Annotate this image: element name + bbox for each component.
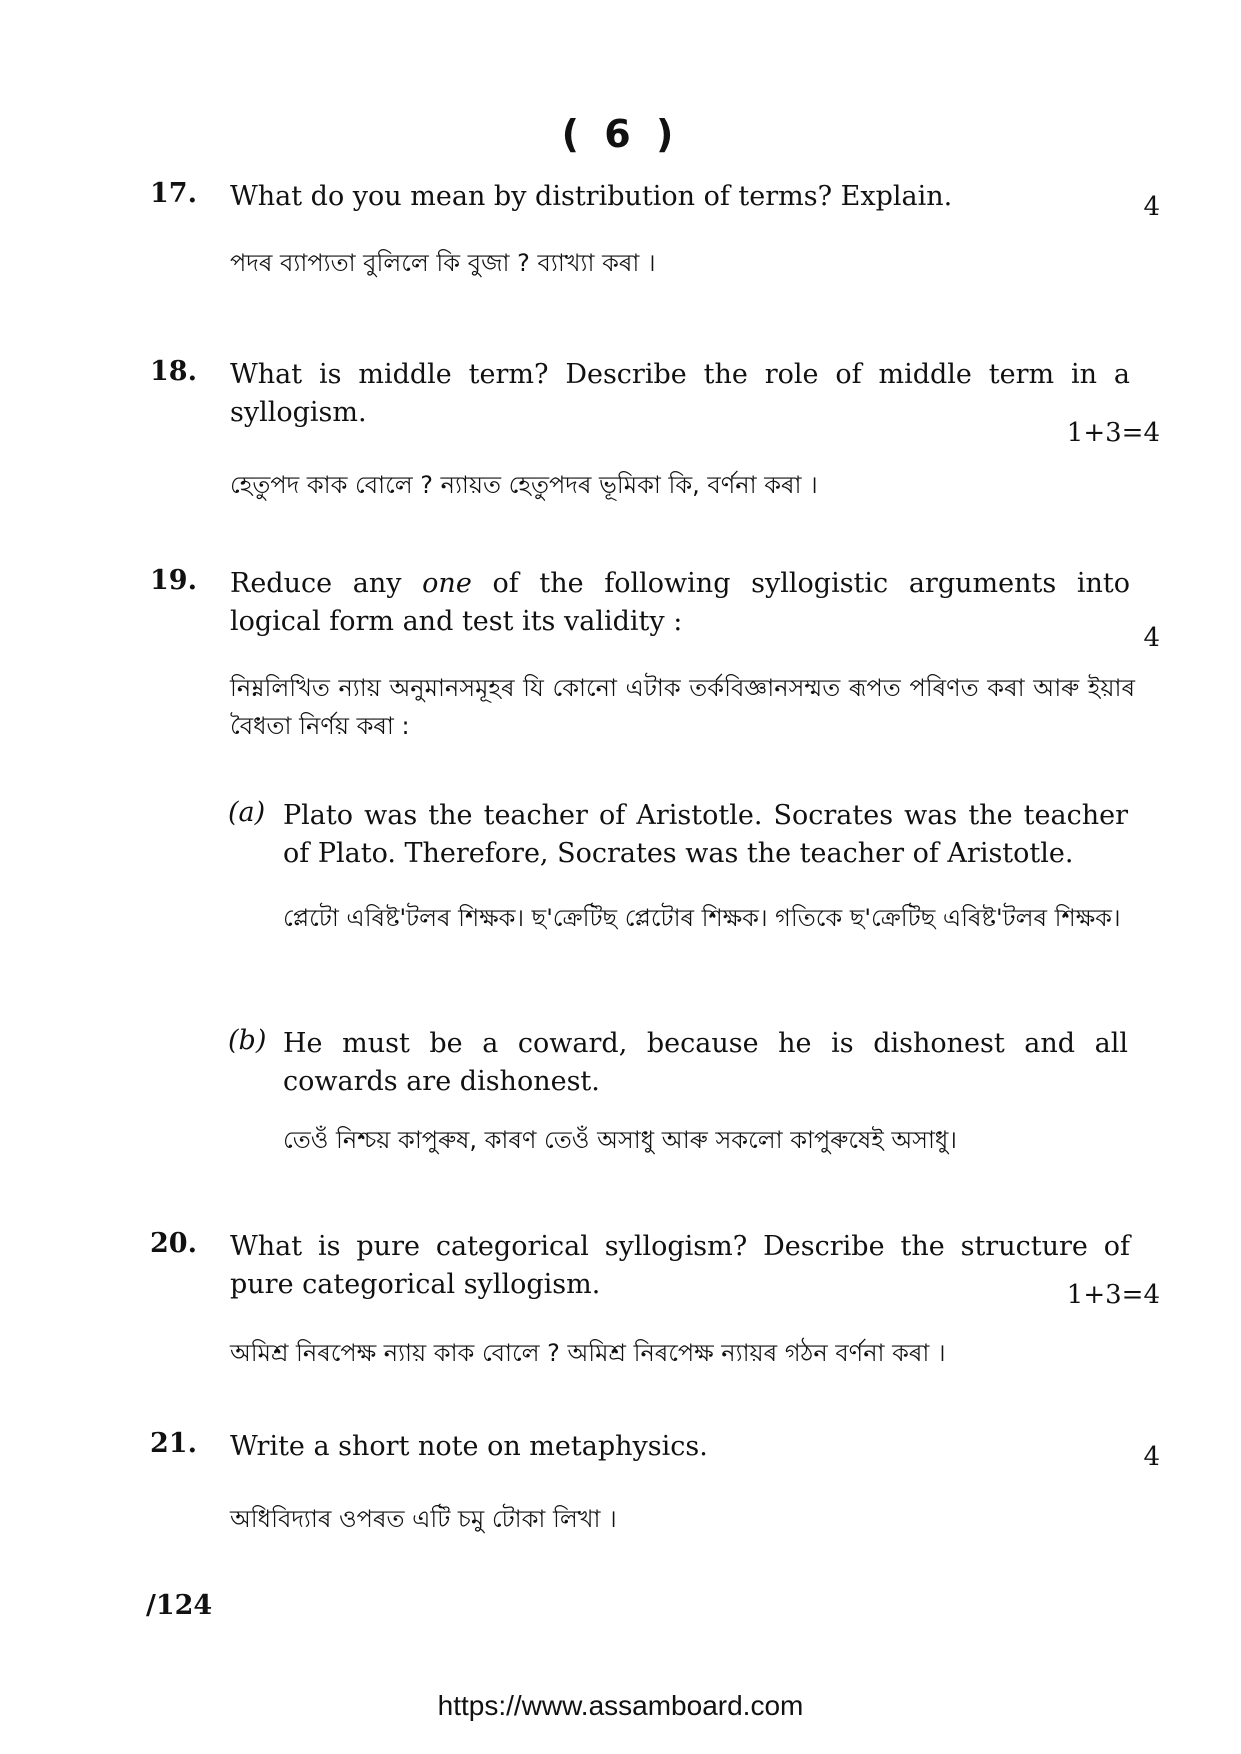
paper-code: /124	[146, 1590, 213, 1621]
question-text-assamese: পদৰ ব্যাপ্যতা বুলিলে কি বুজা ? ব্যাখ্যা কৰা ।	[230, 249, 656, 277]
question-text-part: of the following syllogistic arguments into logical form and test its validity :	[230, 568, 1130, 637]
sub-question-label: (b)	[228, 1025, 267, 1056]
sub-question-label: (a)	[228, 797, 266, 828]
sub-question-text-assamese: প্লেটো এৰিষ্ট'টলৰ শিক্ষক। ছ'ক্ৰেটিছ প্লেটোৰ শিক্ষক। গতিকে ছ'ক্ৰেটিছ এৰিষ্ট'টলৰ শিক্ষক।	[283, 904, 1121, 932]
source-url: https://www.assamboard.com	[437, 1690, 804, 1721]
question-text-english: What is middle term? Describe the role of middle term in a syllogism.	[230, 359, 1130, 428]
question-emphasis: one	[422, 568, 472, 599]
question-marks: 4	[1143, 1442, 1160, 1472]
question-number: 19.	[150, 565, 197, 596]
question-marks: 4	[1143, 192, 1160, 222]
question-text-english	[230, 565, 1130, 641]
question-text-english: Write a short note on metaphysics.	[230, 1431, 708, 1462]
sub-question-text-english: Plato was the teacher of Aristotle. Socrates was the teacher of Plato. Therefore, Socrates was the teacher of Aristotle.	[283, 800, 1128, 869]
question-text-part: Reduce any	[230, 568, 423, 599]
sub-question-text-assamese: তেওঁ নিশ্চয় কাপুৰুষ, কাৰণ তেওঁ অসাধু আৰু সকলো কাপুৰুষেই অসাধু।	[283, 1126, 957, 1154]
question-text-assamese: নিম্নলিখিত ন্যায় অনুমানসমূহৰ যি কোনো এটাক তৰ্কবিজ্ঞানসম্মত ৰূপত পৰিণত কৰা আৰু ইয়াৰ বৈধতা নিৰ্ণয় কৰা :	[230, 674, 1135, 740]
question-marks: 4	[1143, 623, 1160, 653]
question-number: 20.	[150, 1228, 197, 1259]
question-text-assamese: অমিশ্ৰ নিৰপেক্ষ ন্যায় কাক বোলে ? অমিশ্ৰ নিৰপেক্ষ ন্যায়ৰ গঠন বৰ্ণনা কৰা ।	[230, 1339, 946, 1367]
question-marks: 1+3=4	[1066, 1280, 1160, 1310]
question-number: 17.	[150, 178, 197, 209]
question-text-english: What is pure categorical syllogism? Describe the structure of pure categorical syllogism.	[230, 1231, 1130, 1300]
question-marks: 1+3=4	[1066, 418, 1160, 448]
question-number: 18.	[150, 356, 197, 387]
page-number: ( 6 )	[561, 112, 680, 156]
question-text-english: What do you mean by distribution of terms? Explain.	[230, 181, 953, 212]
question-number: 21.	[150, 1428, 197, 1459]
question-text-assamese: অধিবিদ্যাৰ ওপৰত এটি চমু টোকা লিখা ।	[230, 1505, 617, 1533]
question-text-assamese: হেতুপদ কাক বোলে ? ন্যায়ত হেতুপদৰ ভূমিকা কি, বৰ্ণনা কৰা ।	[230, 471, 818, 499]
sub-question-text-english: He must be a coward, because he is dishonest and all cowards are dishonest.	[283, 1028, 1128, 1097]
